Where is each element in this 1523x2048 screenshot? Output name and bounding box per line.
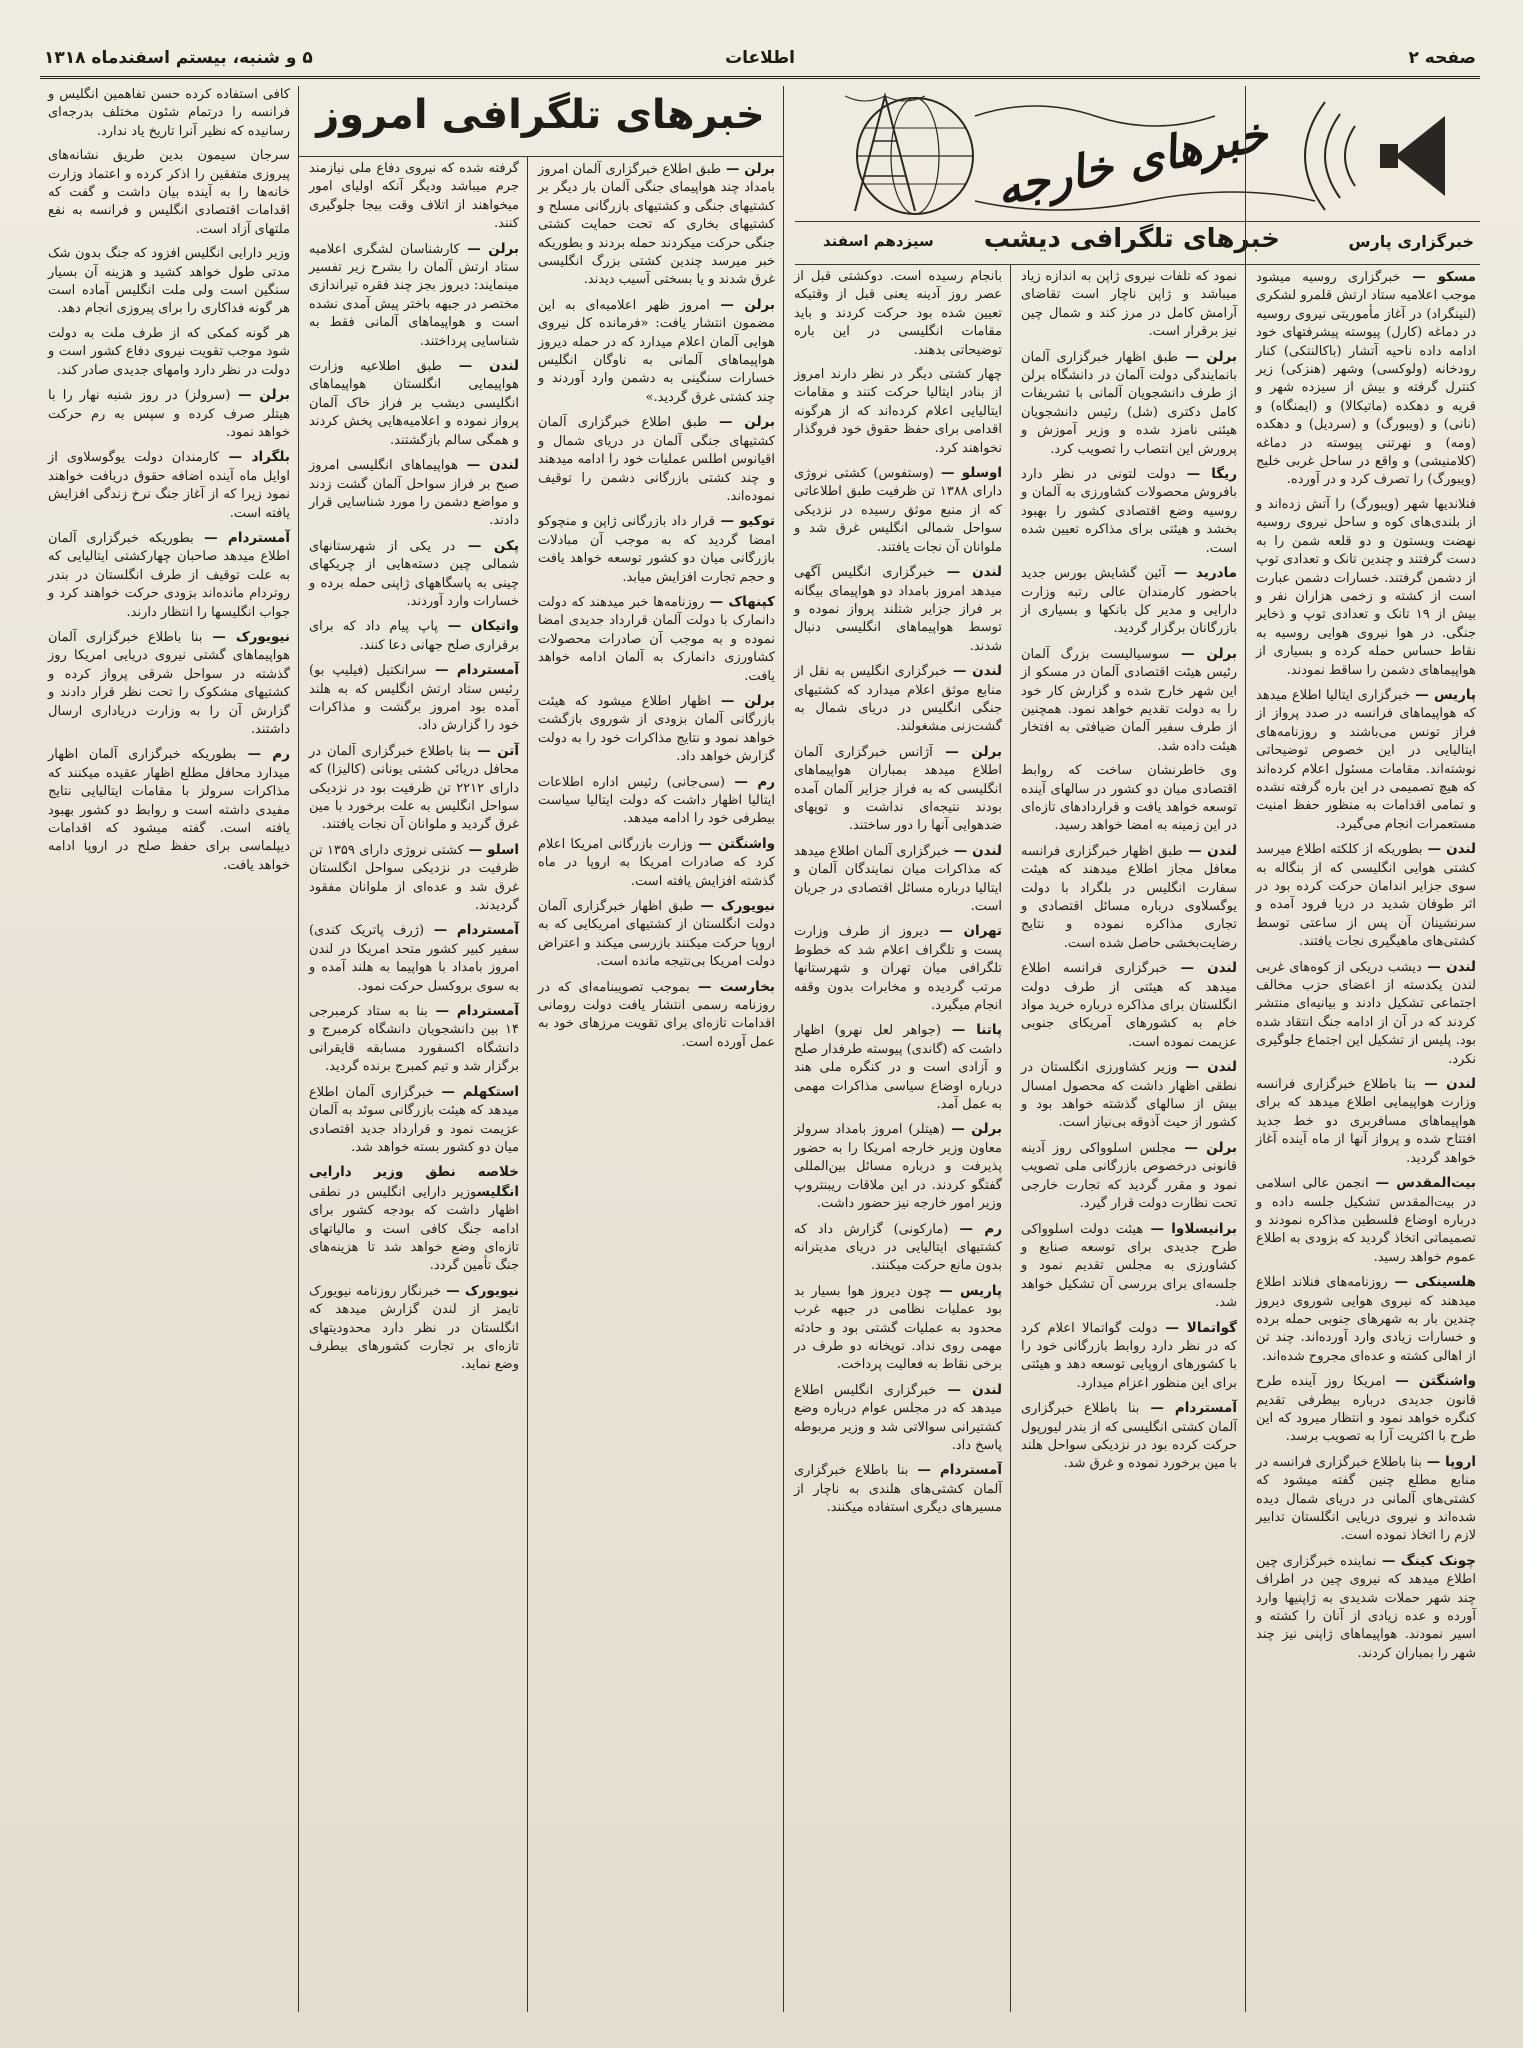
dateline: مسکو — — [1400, 269, 1476, 285]
news-item — [794, 842, 1002, 917]
news-text: خبرگزاری آلمان اطلاع میدهد که هیئت بازرگانی سوئد به آلمان عزیمت نمود و قرارداد جدید اقتصادی میان دو کشور بسته خواهد شد. — [309, 1084, 519, 1155]
dateline: هلسینکی — — [1387, 1274, 1476, 1291]
news-item — [309, 661, 519, 736]
news-text: روزنامه‌ها خبر میدهند که دولت دانمارک با دولت آلمان قرارداد جدیدی امضا نموده و به موجب آن صادرات محصولات کشاورزی دانمارک به آلمان ادامه خواهد یافت. — [538, 594, 775, 684]
dateline: برلن — — [709, 296, 776, 313]
news-text: کارشناسان لشگری اعلامیه ستاد ارتش آلمان را بشرح زیر تفسیر مینمایند: دیروز بجز چند فقره تیراندازی مختصر در جبهه باختر پیش آمدی نشده است و هواپیماهای آلمانی فقط به شناسایی پرداختند. — [309, 241, 519, 349]
newspaper-name: اطلاعات — [725, 48, 795, 68]
news-text: بنا باطلاع خبرگزاری آلمان هواپیماهای گشتی نیروی دریایی امریکا روز گذشته در سواحل شرقی پرواز کرده و کشتیهای مشکوک را تحت نظر قرار دادند و گزارش آن را به وزارت دریاداری ارسال داشتند. — [48, 629, 290, 737]
news-item — [1256, 1273, 1476, 1366]
dateline: آمستردام — — [427, 1003, 519, 1020]
dateline: بیت‌المقدس — — [1368, 1175, 1476, 1192]
news-item — [309, 1282, 519, 1375]
news-text: انجمن عالی اسلامی در بیت‌المقدس تشکیل جلسه داده و درباره اوضاع فلسطین مذاکره نمودند و تصمیماتی اتخاذ گردید که بزودی به اطلاع عموم خواهد رسید. — [1256, 1176, 1476, 1265]
news-item — [1256, 840, 1476, 951]
news-text: (جواهر لعل نهرو) اظهار داشت که (گاندی) پیوسته طرفدار صلح و آزادی است و در کنگره ملی هند درباره اوضاع سیاسی مذاکرات مهمی به عمل آمد. — [793, 1023, 1002, 1113]
news-text: دولت گواتمالا اعلام کرد که در نظر دارد روابط بازرگانی خود را با کشورهای اروپایی توسعه دهد و هیئتی برای این منظور اعزام میدارد. — [1021, 1320, 1237, 1391]
dateline: برلن — — [932, 743, 1002, 760]
news-item — [538, 835, 775, 891]
news-item — [48, 386, 290, 442]
news-item — [1021, 1058, 1237, 1133]
dateline: اوسلو — — [933, 465, 1002, 482]
dateline: آمستردام — — [426, 662, 519, 679]
dateline: لندن — — [948, 842, 1002, 859]
today-news-header — [298, 86, 783, 157]
news-item — [309, 456, 519, 531]
issue-date: ۵ و شنبه، بیستم اسفندماه ۱۳۱۸ — [44, 48, 313, 68]
news-item — [794, 563, 1002, 656]
news-item — [538, 160, 775, 290]
news-text: روزنامه‌های فنلاند اطلاع میدهند که نیروی هوایی شوروی دیروز چندین بار به شهرهای جنوبی حمله برده و خسارات زیادی وارد آورده‌اند. چند تن از اهالی کشته و عده‌ای مجروح شده‌اند. — [1256, 1275, 1476, 1364]
news-text: سوسیالیست بزرگ آلمان رئیس هیئت اقتصادی آلمان در مسکو از این شهر خارج شده و گزارش کار خود را به دولت تقدیم خواهد نمود. همچنین از طرف سفیر آلمان ضیافتی به افتخار هیئت داده شد. — [1021, 646, 1237, 754]
dateline: واشنگتن — — [1385, 1373, 1477, 1390]
column-rule — [783, 86, 784, 2012]
news-item — [309, 921, 519, 996]
dateline: نیویورک — — [693, 898, 775, 915]
dateline: استکهلم — — [433, 1083, 519, 1100]
dateline: رم — — [948, 1220, 1002, 1237]
news-item — [794, 1021, 1002, 1114]
news-text: (هیتلر) امروز بامداد سرولز معاون وزیر خارجه امریکا را به حضور پذیرفت و درباره مسائل بین‌المللی گفتگو کردند. در این ملاقات ریبنتروپ وزیر امور خارجه نیز حضور داشت. — [794, 1122, 1002, 1212]
news-item — [1256, 958, 1476, 1069]
news-item — [48, 147, 290, 239]
news-text: بطوریکه خبرگزاری آلمان اظهار میدارد محافل مطلع اظهار عقیده میکنند که مذاکرات سرولز با مقامات ایتالیایی نتایج مفیدی داشته است و روابط دو کشور بهبود یافته است. گفته میشود که اقدامات دیپلماسی برای حفظ صلح در اروپا ادامه خواهد یافت. — [48, 747, 290, 873]
news-item — [1021, 1220, 1237, 1313]
dateline: چونک کینگ — — [1376, 1552, 1476, 1569]
news-text: طبق اطلاع خبرگزاری آلمان امروز بامداد چند هواپیمای جنگی آلمان بار دیگر بر کشتیهای جنگی و کشتیهای بازرگانی مسلح و کشتیهای بخاری که تحت حمایت کشتی جنگی حرکت میکردند حمله بردند و بطوریکه خبر میرسد چندین کشتی بزرگ انگلیسی غرق شدند و یا بسختی آسیب دیدند. — [538, 162, 775, 288]
news-text: امریکا روز آینده طرح قانون جدیدی درباره بیطرفی تقدیم کنگره خواهد نمود و انتظار میرود که این طرح با اکثریت آرا به تصویب برسد. — [1256, 1374, 1476, 1445]
news-text: خبرگزاری انگلیس به نقل از منابع موثق اعلام میدارد که کشتیهای جنگی انگلیس در دریای شمال به گشت‌زنی مشغولند. — [794, 664, 1002, 735]
news-text: سرانکتیل (فیلیپ بو) رئیس ستاد ارتش انگلیس که به هلند آمده بود امروز برگشت و مذاکرات خود را گزارش داد. — [309, 663, 519, 734]
news-text: وزیر دارایی انگلیس افزود که جنگ بدون شک مدتی طول خواهد کشید و هزینه آن بسیار سنگین است ولی ملت انگلیس آماده است هر گونه فداکاری را برای پیروزی انجام دهد. — [48, 246, 290, 317]
news-text: آژانس خبرگزاری آلمان اطلاع میدهد بمباران هواپیماهای انگلیسی که به فراز جزایر آلمان آمده بودند نتیجه‌ای نداشت و توپهای ضدهوایی آنها را دور ساختند. — [794, 744, 1002, 834]
news-item — [1021, 564, 1237, 639]
dateline: پاریس — — [931, 1282, 1003, 1299]
news-text: کارمندان دولت یوگوسلاوی از اوایل ماه آینده اضافه حقوق دریافت خواهند نمود زیرا که از آغاز جنگ نرخ زندگی افزایش یافته است. — [48, 450, 290, 521]
dateline: بخارست — — [689, 978, 775, 995]
news-item — [1021, 465, 1237, 558]
news-item — [794, 464, 1002, 557]
news-item — [48, 628, 290, 739]
dateline: برلن — — [944, 1121, 1002, 1138]
news-column-2 — [1013, 268, 1245, 2008]
dateline: نیویورک — — [202, 628, 290, 645]
news-text: (وستفوس) کشتی نروژی دارای ۱۳۸۸ تن ظرفیت طبق اطلاعاتی که از منبع موثق رسیده در نزدیکی سواحل شمالی انگلیس غرق شد و ملوانان آن نجات یافتند. — [794, 466, 1002, 555]
dateline: برانیسلاوا — — [1143, 1220, 1237, 1237]
dateline: لندن — — [1421, 958, 1476, 975]
news-item — [1256, 1552, 1476, 1663]
column-rule — [1245, 86, 1246, 2012]
news-item — [794, 1461, 1002, 1517]
news-text: بموجب تصویبنامه‌ای که در روزنامه رسمی انتشار یافت دولت رومانی اقدامات تازه‌ای برای تقویت مرزهای خود به عمل آورده است. — [538, 979, 775, 1050]
news-text: هواپیماهای انگلیسی امروز صبح بر فراز سواحل آلمان گشت زدند و مواضع دشمن را مورد شناسایی قرار دادند. — [309, 458, 519, 529]
news-item — [48, 325, 290, 380]
column-rule — [298, 86, 299, 2012]
dateline: مادرید — — [1165, 565, 1237, 582]
news-item — [1021, 842, 1237, 953]
news-text: نمود که تلفات نیروی ژاپن به اندازه زیاد میباشد و ژاپن ناچار است تقاضای آرامش کامل در مرز کند و شمال چین نیز برقرار است. — [1021, 269, 1237, 340]
news-text: خبرگزاری روسیه میشود موجب اعلامیه ستاد ارتش قلمرو لشکری (لنینگراد) در آغاز مأموریتی نیروی روسیه در دماغه (کارل) پیوسته پیشرفتهای خود ادامه داده ناحیه آتشار (باکالنتکی) کنار رودخانه (ولوکسی) وشهر (هنزکی) زیر کنترل گرفته و بیش از سیزده شهر و قریه و دهکده (ماتیکالا) و (ایمنگاه) و (نانی) و (ویبورگ) و (سردیل) و دهکده (ومه) و نهرتنی پیوسته در دماغه (کلامنیشی) و واقع در ساحل غربی خلیج (ویبورگ) را تصرف کرد و در آورده. — [1256, 270, 1476, 488]
news-date: سیزدهم اسفند — [823, 232, 934, 250]
dateline: ریگا — — [1175, 466, 1237, 483]
news-text: اظهار اطلاع میشود که هیئت بازرگانی آلمان بزودی از شوروی بازگشت خواهد نمود و نتایج مذاکرات خود را به دولت گزارش خواهد داد. — [538, 693, 775, 765]
news-item — [1256, 1372, 1476, 1447]
dateline: برلن — — [1177, 348, 1237, 365]
dateline: پاتنا — — [940, 1022, 1002, 1039]
news-item — [1021, 645, 1237, 756]
news-text: هر گونه کمکی که از طرف ملت به دولت شود موجب تقویت نیروی دفاع کشور است و دولت در نظر دارد وامهای جدیدی صادر کند. — [48, 325, 290, 378]
news-text: نماینده خبرگزاری چین اطلاع میدهد که نیروی چین در اطراف چند شهر حملات شدیدی به ژاپنیها وارد آورده و عده زیادی از آنان را کشته و اسیر نمودند. هواپیماهای ژاپنی نیز چند شهر را بمباران کردند. — [1256, 1553, 1476, 1661]
today-news-title: خبرهای تلگرافی امروز — [316, 92, 765, 138]
dateline: لندن — — [458, 457, 519, 474]
news-text: خبرگزاری انگلیس آگهی میدهد امروز بامداد دو هواپیمای بیگانه بر فراز جزایر شتلند پرواز نموده و توسط هواپیماهای انگلیسی دنبال شدند. — [794, 565, 1002, 654]
dateline: لندن — — [947, 663, 1002, 680]
news-text: وزیر کشاورزی انگلستان در نطقی اظهار داشت که محصول امسال بیش از سالهای گذشته خواهد بود و کشور از حیث آذوقه بی‌نیاز است. — [1021, 1060, 1237, 1131]
last-night-heading: خبرهای تلگرافی دیشب — [983, 224, 1280, 254]
news-text: طبق اطلاع خبرگزاری آلمان کشتیهای جنگی آلمان در دریای شمال و اقیانوس اطلس عملیات خود را ادامه میدهند و چند کشتی بازرگانی دشمن را توقیف نموده‌اند. — [538, 415, 775, 504]
dateline: لندن — — [936, 1381, 1002, 1398]
news-item — [538, 593, 775, 686]
dateline: آمستردام — — [193, 529, 291, 546]
news-item — [1021, 959, 1237, 1052]
news-text: بنا باطلاع خبرگزاری آلمان کشتی‌های هلندی به ناچار از مسیرهای دیگری استفاده میکنند. — [794, 1463, 1002, 1516]
news-item — [309, 1002, 519, 1077]
dateline: آمستردام — — [1139, 1400, 1237, 1417]
dateline: نیویورک — — [441, 1282, 519, 1299]
news-item — [309, 742, 519, 835]
news-item — [1021, 1319, 1237, 1394]
news-text: وزارت بازرگانی امریکا اعلام کرد که صادرات امریکا به اروپا در ماه گذشته افزایش یافته است. — [538, 836, 775, 889]
dateline: برلن — — [1175, 1139, 1237, 1156]
dateline: آمستردام — — [424, 922, 519, 939]
news-item — [1021, 348, 1237, 459]
dateline: برلن — — [707, 414, 775, 431]
news-text: امروز ظهر اعلامیه‌ای به این مضمون انتشار یافت: «فرمانده کل نیروی هوایی آلمان اعلام میدارد که در حمله دیروز هواپیماهای آلمانی به ناوگان انگلیس خسارات سنگینی به دشمن وارد آوردند و چند کشتی غرق گردید.» — [538, 297, 775, 405]
dateline: گواتمالا — — [1157, 1319, 1237, 1336]
news-text: خبرگزاری آلمان اطلاع میدهد که مذاکرات میان نمایندگان آلمان و ایتالیا درباره مسائل اقتصادی در جریان است. — [794, 843, 1002, 914]
dateline: لندن — — [1167, 960, 1237, 977]
news-item — [1256, 1453, 1476, 1546]
news-column-3 — [786, 268, 1010, 2008]
news-item — [1256, 1174, 1476, 1267]
news-text: دیروز از طرف وزارت پست و تلگراف اعلام شد که خطوط تلگرافی میان تهران و شهرستانها مرتب گردیده و مخابرات بدون وقفه انجام میگیرد. — [794, 924, 1002, 1014]
news-text: خبرنگار روزنامه نیویورک تایمز از لندن گزارش میدهد که انگلستان در نظر دارد محدودیتهای تازه‌ای بر تجارت کشورهای بیطرف وضع نماید. — [309, 1283, 519, 1373]
news-text: خبرگزاری فرانسه اطلاع میدهد که هیئتی از طرف دولت انگلستان برای مذاکره درباره خرید مواد خام به کشورهای آمریکای جنوبی عزیمت نموده است. — [1021, 961, 1237, 1050]
news-text: در یکی از شهرستانهای شمالی چین دسته‌هایی از چریکهای چینی به پاسگاههای ژاپنی حمله برده و خسارات وارد آوردند. — [309, 538, 519, 609]
news-item — [48, 245, 290, 319]
news-item — [538, 413, 775, 506]
news-text: بنا باطلاع خبرگزاری فرانسه در منابع مطلع چنین گفته میشود که کشتی‌های آلمانی در دریای شمال دیده شده‌اند و نیروی دریایی انگلستان تدابیر لازم را اتخاذ نموده است. — [1256, 1454, 1476, 1544]
dateline: آمستردام — — [908, 1462, 1002, 1479]
news-item — [309, 1083, 519, 1158]
news-text: (سرولز) در روز شنبه نهار را با هیتلر صرف کرده و سپس به رم حرکت خواهد نمود. — [48, 388, 290, 440]
news-column-1 — [1248, 268, 1484, 2008]
news-text: بنا باطلاع خبرگزاری آلمان کشتی انگلیسی که از بندر لیورپول حرکت کرده بود در نزدیکی سواحل هلند با مین برخورد نموده و غرق شد. — [1021, 1401, 1237, 1472]
dateline: آتن — — [470, 742, 519, 759]
news-text: (سی‌جانی) رئیس اداره اطلاعات ایتالیا اظهار داشت که دولت ایتالیا سیاست بیطرفی خود را ادامه میدهد. — [538, 774, 775, 827]
news-item — [538, 773, 775, 829]
news-item — [309, 240, 519, 351]
column-rule — [527, 156, 528, 2012]
foreign-news-banner — [795, 86, 1480, 222]
news-text: بنا باطلاع خبرگزاری آلمان در محافل دریائی کشتی یونانی (کالیزا) که دارای ۲۲۱۲ تن ظرفیت بود در نزدیکی سواحل انگلیس به علت برخورد با مین غرق گردید و ملوانان آن نجات یافتند. — [309, 743, 519, 833]
news-item — [538, 692, 775, 767]
news-item — [1256, 268, 1476, 490]
dateline: واشنگتن — — [692, 835, 775, 852]
news-item — [48, 529, 290, 622]
news-item — [794, 743, 1002, 836]
news-text: چون دیروز هوا بسیار بد بود عملیات نظامی در جبهه غرب محدود به عملیات گشتی بود و حادثه مهمی روی نداد. توپخانه دو طرف در برخی نقاط به فعالیت پرداخت. — [794, 1283, 1002, 1373]
dateline: رم — — [236, 746, 290, 763]
news-text: بانجام رسیده است. دوکشتی قبل از عصر روز آدینه یعنی قبل از وقتیکه تعیین شده بود حرکت کردند و باید مقامات انگلیسی در این باره توضیحاتی بدهند. — [794, 269, 1002, 358]
divider — [795, 264, 1480, 265]
dateline: لندن — — [934, 564, 1002, 581]
news-text: پاپ پیام داد که برای برقراری صلح جهانی دعا کنند. — [309, 619, 519, 653]
news-item — [1256, 496, 1476, 680]
news-text: وی خاطرنشان ساخت که روابط اقتصادی میان دو کشور در سالهای آینده توسعه خواهد یافت و قراردادهای تازه‌ای در این زمینه به امضا خواهد رسید. — [1021, 763, 1237, 834]
dateline: کپنهاک — — [704, 593, 775, 610]
news-text: طبق اظهار خبرگزاری آلمان بانمایندگی دولت آلمان در دانشگاه برلن از طرف دانشجویان آلمانی با تشریفات کامل دکتری (شل) رئیس دانشجویان هیئتی نامزد شده و وزیر آموزش و پرورش این انتصاب را تصویب کرد. — [1021, 349, 1237, 457]
news-text: بطوریکه از کلکته اطلاع میرسد کشتی هوایی انگلیسی که از بنگاله به سوی جزایر اندامان حرکت کرده بود در اثر طوفان شدید در دریا فرود آمده و سرنشینان آن پس از ساعتی توسط کشتی‌های ماهیگیری نجات یافتند. — [1256, 842, 1476, 950]
dateline: برلن — — [230, 387, 290, 404]
news-item — [794, 1282, 1002, 1375]
news-text: سرجان سیمون بدین طریق نشانه‌های پیروزی متفقین را اذکر کرده و اعتماد وزارت خانه‌ها را به آینده بیان داشت و گفت که اقدامات اقتصادی انگلیس و فرانسه به نفع ملتهای آزاد است. — [48, 148, 290, 237]
news-item — [1021, 762, 1237, 836]
news-text: کشتی نروژی دارای ۱۳۵۹ تن ظرفیت در نزدیکی سواحل انگلستان غرق شد و عده‌ای از ملوانان مفقود گردیدند. — [309, 842, 519, 914]
news-text: فنلاندیها شهر (ویبورگ) را آتش زده‌اند و از بلندی‌های کوه و ساحل نیروی روسیه نهضت ویستون و دو قلعه شمن را به دست گرفتند و چندین تانک و تعدادی توپ از دشمن گرفتند. خسارات دشمن عبارت است از کشته و زخمی هزاران نفر و بیش از ۱۹ تانک و تعدادی توپ و ذخایر جنگی. در هوا نیروی هوایی روسیه به نقاط حساس حمله کرده و بسیاری از هواپیماهای دشمن را ساقط نمودند. — [1256, 496, 1476, 678]
news-item — [1256, 686, 1476, 834]
dateline: تهران — — [928, 923, 1002, 940]
dateline: برلن — — [710, 692, 775, 709]
news-text: خبرگزاری انگلیس اطلاع میدهد که در مجلس عوام درباره وضع کشتیرانی سوالاتی شد و وزیر مربوطه پاسخ داد. — [794, 1382, 1002, 1453]
news-text: (ژرف پاتریک کندی) سفیر کبیر کشور متحد امریکا در لندن امروز بامداد با هواپیما به هلند آمده و به سوی بروکسل حرکت نمود. — [309, 923, 519, 994]
news-item — [794, 662, 1002, 737]
news-item — [794, 922, 1002, 1015]
foreign-news-dateline — [795, 222, 1480, 264]
masthead — [40, 40, 1480, 79]
dateline: واتیکان — — [437, 618, 519, 635]
dateline: لندن — — [1177, 1059, 1237, 1076]
dateline: رم — — [725, 773, 775, 790]
news-text: دیشب دریکی از کوه‌های غربی لندن یکدسته از اعضای حزب مخالف اجتماعی تشکیل دادند و بیانیه‌ای منتشر کردند که در آن از ادامه جنگ انتقاد شده بود. پلیس از تشکیل این اجتماع جلوگیری نکرد. — [1256, 959, 1476, 1067]
news-item — [794, 1381, 1002, 1456]
news-item — [309, 357, 519, 450]
dateline: اروپا — — [1421, 1453, 1476, 1470]
news-text: وزیر دارایی انگلیس در نطقی اظهار داشت که بودجه کشور برای ادامه جنگ کافی است و مالیاتهای تازه‌ای وضع خواهد شد تا هزینه‌های جنگ تأمین گردد. — [309, 1184, 519, 1274]
news-item — [1021, 1399, 1237, 1474]
news-item — [309, 841, 519, 916]
news-item — [538, 978, 775, 1053]
dateline: برلن — — [459, 240, 519, 257]
news-text: طبق اظهار خبرگزاری فرانسه معافل مجاز اطلاع میدهند که هیئت سفارت انگلیس در بلگراد با دولت یوگسلاوی درباره مسائل اقتصادی و تجاری مذاکره نموده و نتایج رضایت‌بخشی حاصل شده است. — [1021, 843, 1237, 951]
news-text: کافی استفاده کرده حسن تفاهمین انگلیس و فرانسه را درتمام شئون مختلف بدرجه‌ای رسانیده که نظیر آنرا تاریخ یاد ندارد. — [48, 87, 290, 139]
news-column-6 — [40, 86, 298, 2006]
news-item — [794, 366, 1002, 458]
news-item — [794, 268, 1002, 360]
dateline: اسلو — — [463, 841, 519, 858]
news-text: قرار داد بازرگانی ژاپن و منچوکو امضا گردید که به موجب آن مبادلات بازرگانی میان دو کشور توسعه خواهد یافت و حجم تجارت افزایش میابد. — [538, 514, 775, 585]
news-item — [48, 745, 290, 875]
news-text: چهار کشتی دیگر در نظر دارند امروز از بنادر ایتالیا حرکت کنند و مقامات ایتالیایی اعلام کرده‌اند که از هرگونه اقدامی برای حفظ حقوق خود فروگذار نخواهند کرد. — [794, 367, 1002, 456]
news-item — [48, 86, 290, 141]
news-text: مجلس اسلوواکی روز آدینه قانونی درخصوص بازرگانی ملی تصویب نمود و مقرر گردید که تجارت خارجی تحت نظارت دولت قرار گیرد. — [1021, 1140, 1237, 1212]
news-column-5 — [301, 160, 527, 2008]
news-item — [794, 1120, 1002, 1213]
news-item — [538, 512, 775, 587]
news-text: بطوریکه خبرگزاری آلمان اطلاع میدهد صاحبان چهارکشتی ایتالیایی که به علت توقیف از طرف انگلستان در بندر روتردام مانده‌اند بزودی حرکت خواهند کرد و جواب انگلیسها را انتظار دارند. — [48, 530, 290, 620]
news-text: بنا باطلاع خبرگزاری فرانسه وزارت هواپیمایی اطلاع میدهد که برای هواپیماهای مسافربری دو خط جدید افتتاح شده و پرواز آنها از ماه آینده آغاز خواهد گردید. — [1256, 1077, 1476, 1166]
page-number: صفحه ۲ — [1408, 48, 1476, 68]
news-item — [538, 897, 775, 972]
news-text: هیئت دولت اسلوواکی طرح جدیدی برای توسعه صنایع و کشاورزی به مجلس تقدیم نمود و جلسه‌ای برای بررسی آن تشکیل خواهد شد. — [1021, 1221, 1237, 1311]
news-item — [1021, 1139, 1237, 1214]
news-item — [309, 160, 519, 234]
news-item — [538, 296, 775, 407]
news-text: گرفته شده که نیروی دفاع ملی نیازمند جرم میباشد ودیگر آنکه اولیای امور میخواهند از اتلاف وقت بیجا جلوگیری کنند. — [309, 161, 519, 232]
dateline: لندن — — [1182, 842, 1237, 859]
dateline: لندن — — [1422, 841, 1476, 858]
dateline: برلن — — [1169, 645, 1237, 662]
news-text: بنا به ستاد کرمبرجی ۱۴ بین دانشجویان دانشگاه کرمبرج و دانشگاه اکسفورد مسابقه قایقرانی برگزار شد و تیم کمبرج برنده گردید. — [309, 1004, 519, 1075]
dateline: برلن — — [721, 161, 775, 177]
dateline: لندن — — [1415, 1076, 1476, 1093]
news-item — [309, 537, 519, 612]
news-item — [1256, 1075, 1476, 1168]
dateline: پکن — — [455, 537, 519, 554]
news-text: خبرگزاری ایتالیا اطلاع میدهد که هواپیماهای فرانسه در صدد پرواز از فراز تونس می‌باشند و روزنامه‌های ایتالیایی در این خصوص توضیحاتی نوشته‌اند. مقامات مسئول اعلام کرده‌اند که هیچ تصمیمی در این باره گرفته نشده و تمامی اقدامات به منظور حفظ امنیت مستعمرات انجام می‌گیرد. — [1256, 687, 1476, 832]
news-item — [309, 617, 519, 655]
news-text: طبق اظهار خبرگزاری آلمان دولت انگلستان از کشتیهای امریکایی که به اروپا حرکت میکنند بازرسی میکند و اعتراض دولت امریکا بی‌نتیجه مانده است. — [538, 899, 775, 970]
column-rule — [1010, 264, 1011, 2012]
news-text: (مارکونی) گزارش داد که کشتیهای ایتالیایی در دریای مدیترانه بدون مانع حرکت میکنند. — [794, 1221, 1002, 1274]
banner-title: خبرهای خارجه — [991, 105, 1273, 217]
news-item — [794, 1220, 1002, 1276]
dateline: لندن — — [441, 358, 519, 375]
dateline: بلگراد — — [219, 449, 290, 466]
agency-label: خبرگزاری پارس — [1348, 232, 1474, 251]
news-item — [48, 448, 290, 523]
dateline: خلاصه نطق وزیر دارایی انگلیس — [309, 1164, 519, 1200]
news-text: دولت لتونی در نظر دارد بافروش محصولات کشاورزی به آلمان و روسیه وضع اقتصادی کشور را بهبود بخشد و هیئتی برای مذاکره تعیین شده است. — [1021, 467, 1237, 556]
news-item — [309, 1163, 519, 1275]
news-text: آئین گشایش بورس جدید باحضور کارمندان عالی رتبه وزارت دارایی و مدیر کل بانکها و بسیاری از بازرگانان برگزار گردید. — [1021, 566, 1237, 637]
news-item — [1021, 268, 1237, 342]
news-column-4 — [530, 160, 783, 2008]
dateline: پاریس — — [1410, 686, 1477, 703]
news-text: طبق اطلاعیه وزارت هواپیمایی انگلستان هواپیماهای انگلیسی دیشب بر فراز خاک آلمان پرواز نموده و اعلامیه‌هایی پخش کردند و همگی سالم بازگشتند. — [309, 359, 519, 448]
dateline: توکیو — — [714, 513, 775, 530]
